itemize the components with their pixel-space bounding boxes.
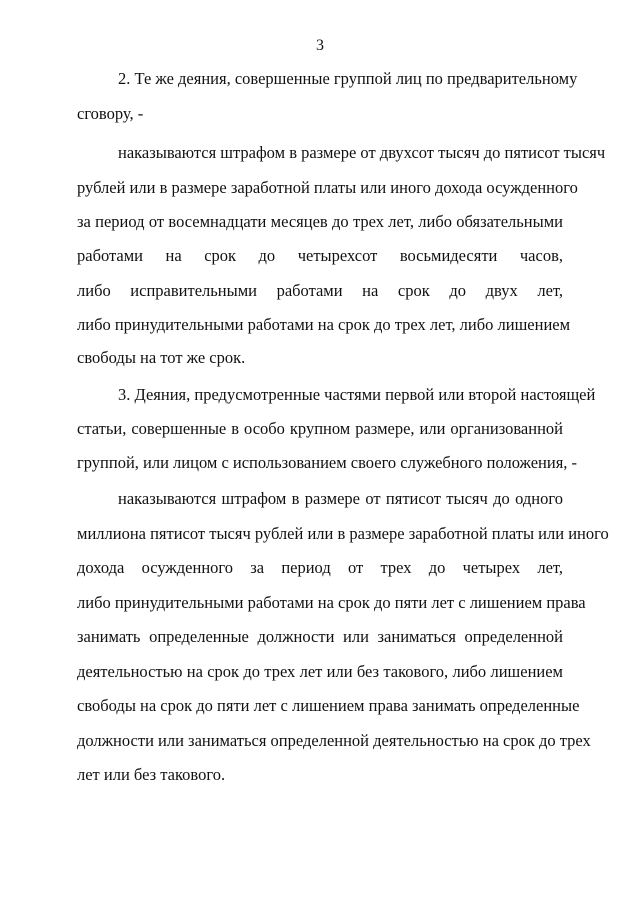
text-line: группой, или лицом с использованием своего служебного положения, - [77, 453, 578, 472]
text-line: наказываются штрафом в размере от пятисот тысяч до одного [118, 489, 563, 508]
text-line: за период от восемнадцати месяцев до трех лет, либо обязательными [77, 212, 563, 231]
text-line: 3. Деяния, предусмотренные частями первой или второй настоящей [118, 385, 596, 404]
text-line: сговору, - [77, 104, 144, 123]
text-line: должности или заниматься определенной деятельностью на срок до трех [77, 731, 591, 750]
text-line: 2. Те же деяния, совершенные группой лиц по предварительному [118, 69, 578, 88]
text-line: статьи, совершенные в особо крупном размере, или организованной [77, 419, 563, 438]
text-line: либо исправительными работами на срок до двух лет, [77, 281, 563, 300]
text-line: свободы на тот же срок. [77, 348, 246, 367]
text-line: либо принудительными работами на срок до пяти лет с лишением права [77, 593, 586, 612]
text-line: дохода осужденного за период от трех до четырех лет, [77, 558, 563, 577]
text-line: лет или без такового. [77, 765, 226, 784]
text-line: свободы на срок до пяти лет с лишением права занимать определенные [77, 696, 580, 715]
text-line: деятельностью на срок до трех лет или без такового, либо лишением [77, 662, 563, 681]
page-number: 3 [316, 37, 324, 54]
text-line: рублей или в размере заработной платы или иного дохода осужденного [77, 178, 578, 197]
text-line: занимать определенные должности или заниматься определенной [77, 627, 563, 646]
text-line: миллиона пятисот тысяч рублей или в размере заработной платы или иного [77, 524, 609, 543]
text-line: либо принудительными работами на срок до трех лет, либо лишением [77, 315, 571, 334]
text-line: работами на срок до четырехсот восьмидесяти часов, [77, 246, 563, 265]
text-line: наказываются штрафом в размере от двухсот тысяч до пятисот тысяч [118, 143, 606, 162]
